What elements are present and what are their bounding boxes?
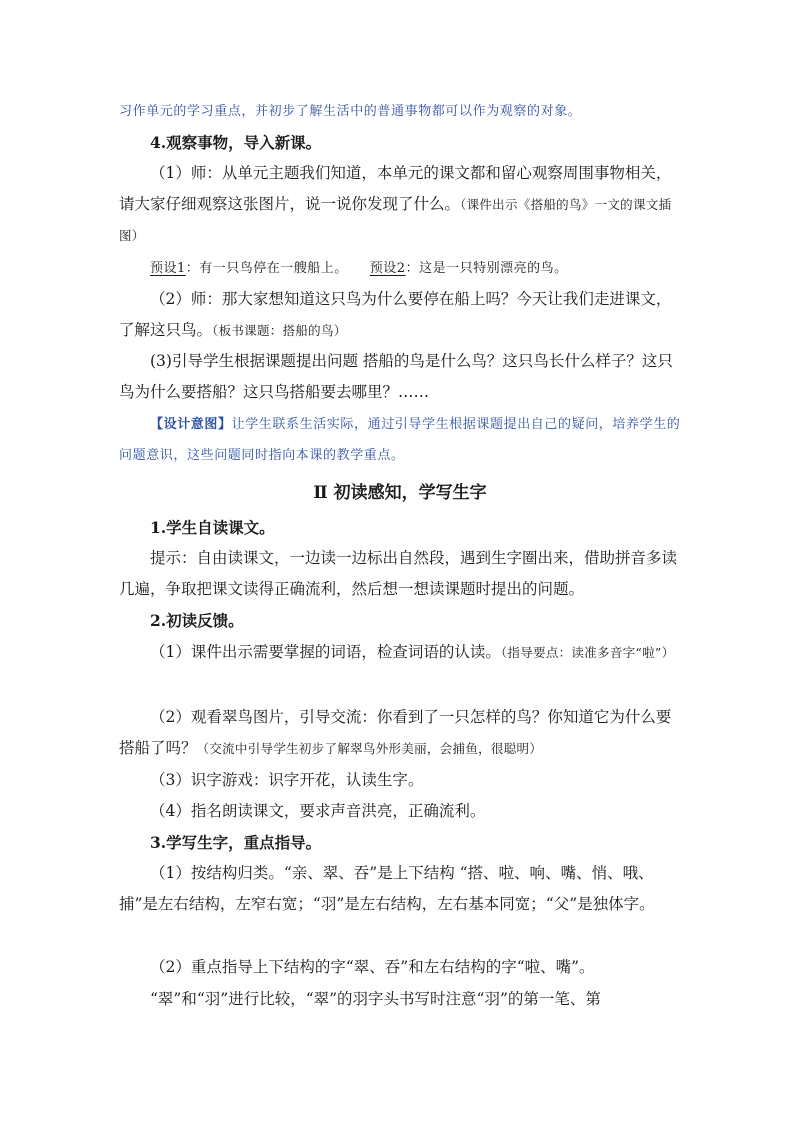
preset-2-text: ：这是一只特别漂亮的鸟。 [405,261,568,276]
writing-2-paragraph: （2）重点指导上下结构的字“翠、吞”和左右结构的字“啦、嘴”。 [150,958,595,976]
preset-line [119,253,681,284]
preset-1-label: 预设1 [150,261,186,276]
design-intent-paragraph [119,409,681,471]
reading-tip-paragraph: 提示：自由读课文，一边读一边标出自然段，遇到生字圈出来，借助拼音多读几遍，争取把课文读得正确流利，然后想一想读课题时提出的问题。 [119,549,678,598]
feedback-1-note: （指导要点：读准多音字“啦”） [500,645,675,660]
item-1-heading: 1.学生自读课文。 [150,518,275,537]
design-intent-tail: 习作单元的学习重点，并初步了解生活中的普通事物都可以作为观察的对象。 [119,104,582,119]
feedback-4-paragraph: （4）指名朗读课文，要求声音洪亮，正确流利。 [150,802,486,820]
step-1-text: （1）师：从单元主题我们知道，本单元的课文都和留心观察周围事物相关，请大家仔细观察这张图片，说一说你发现了什么。 [119,164,672,213]
item-4-heading: 4.观察事物，导入新课。 [150,133,322,152]
item-2-heading: 2.初读反馈。 [150,611,244,630]
step-2-text: （2）师：那大家想知道这只鸟为什么要停在船上吗？今天让我们走进课文，了解这只鸟。 [119,290,672,339]
writing-1-paragraph: （1）按结构归类。“亲、翠、吞”是上下结构 “搭、啦、响、嘴、悄、哦、捕”是左右结构，左窄右宽；“羽”是左右结构，左右基本同宽；“父”是独体字。 [119,864,655,913]
feedback-2-note: （交流中引导学生初步了解翠鸟外形美丽，会捕鱼，很聪明） [196,741,543,756]
feedback-2-paragraph [119,702,681,764]
step-2-paragraph [119,284,681,346]
step-1-paragraph [119,158,681,251]
step-1-note: （课件出示《搭船的鸟》一文的课文插图） [119,197,672,243]
step-2-note: （板书课题：搭船的鸟） [212,323,347,338]
step-3-paragraph: (3)引导学生根据课题提出问题 搭船的鸟是什么鸟？这只鸟长什么样子？这只鸟为什么要搭船？这只鸟搭船要去哪里？…… [119,352,673,401]
design-intent-text: 让学生联系生活实际，通过引导学生根据课题提出自己的疑问，培养学生的问题意识，这些问题同时指向本课的教学重点。 [119,417,681,463]
feedback-3-paragraph: （3）识字游戏：识字开花，认读生字。 [150,771,424,789]
item-3-heading: 3.学写生字，重点指导。 [150,833,322,852]
preset-1-text: ：有一只鸟停在一艘船上。 [185,261,348,276]
section-2-title: Ⅱ 初读感知，学写生字 [313,483,487,503]
design-intent-label: 【设计意图】 [150,417,232,432]
feedback-1-text: （1）课件出示需要掌握的词语，检查词语的认读。 [150,643,501,661]
feedback-2-text: （2）观看翠鸟图片，引导交流：你看到了一只怎样的鸟？你知道它为什么要搭船了吗？ [119,708,672,757]
preset-2-label: 预设2 [369,261,406,276]
writing-3-paragraph: “翠”和“羽”进行比较，“翠”的羽字头书写时注意“羽”的第一笔、第 [150,990,601,1008]
feedback-1-paragraph [119,637,681,668]
